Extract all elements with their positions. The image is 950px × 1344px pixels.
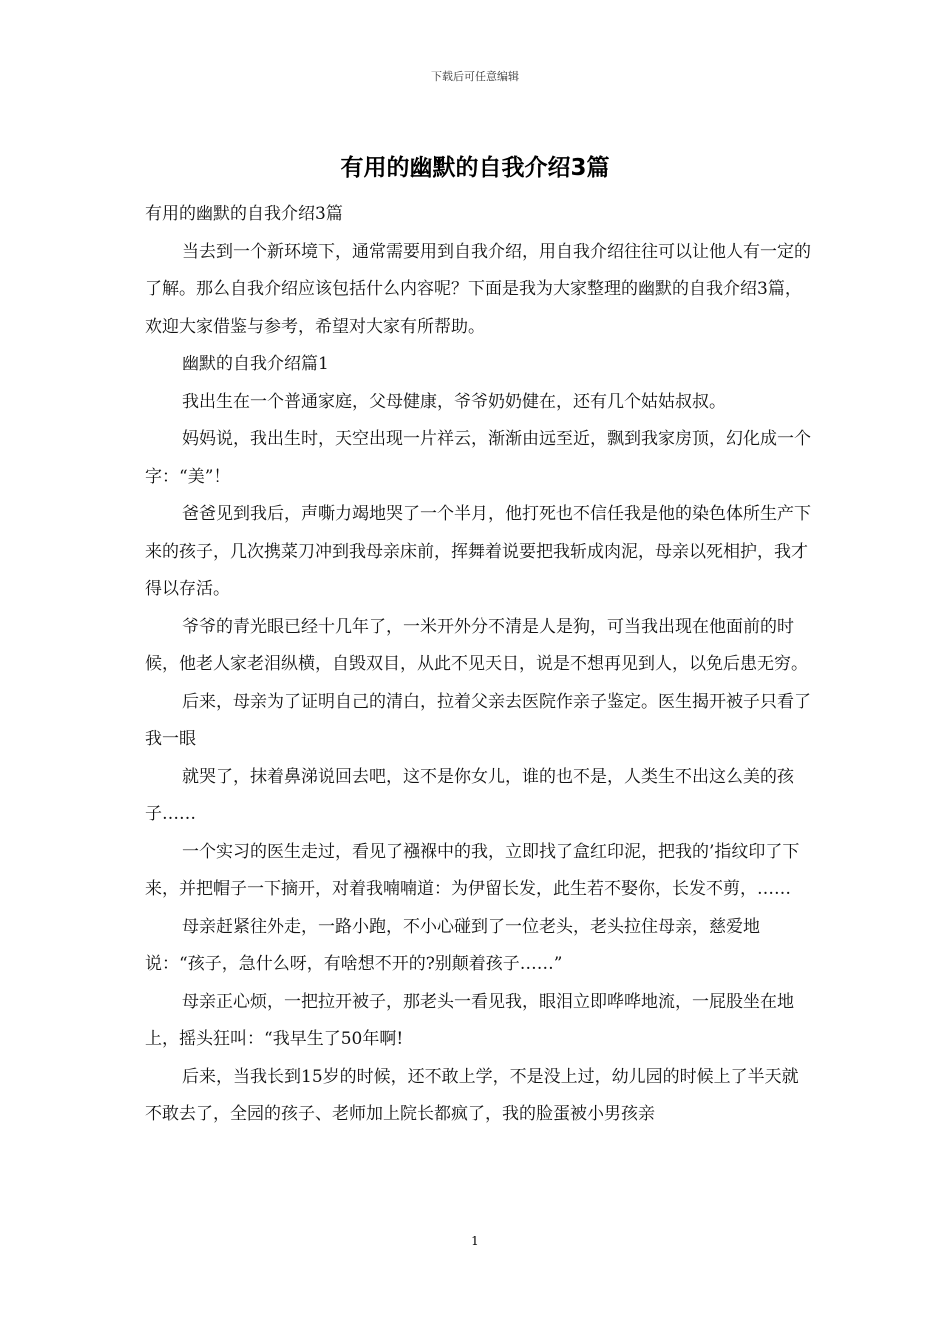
document-title: 有用的幽默的自我介绍3篇	[340, 155, 610, 181]
paragraph: 后来，母亲为了证明自己的清白，拉着父亲去医院作亲子鉴定。医生揭开被子只看了我一眼	[145, 691, 811, 749]
paragraph: 幽默的自我介绍篇1	[182, 354, 329, 374]
paragraph: 爷爷的青光眼已经十几年了，一米开外分不清是人是狗，可当我出现在他面前的时候，他老人家老泪纵横，自毁双目，从此不见天日，说是不想再见到人，以免后患无穷。	[145, 616, 808, 674]
paragraph: 有用的幽默的自我介绍3篇	[145, 204, 343, 224]
paragraph: 妈妈说，我出生时，天空出现一片祥云，渐渐由远至近，飘到我家房顶，幻化成一个字：“美”！	[145, 429, 811, 487]
document-body	[145, 196, 815, 1134]
page-number: 1	[471, 1234, 479, 1248]
paragraph: 当去到一个新环境下，通常需要用到自我介绍，用自我介绍往往可以让他人有一定的了解。那么自我介绍应该包括什么内容呢？下面是我为大家整理的幽默的自我介绍3篇，欢迎大家借鉴与参考，希望对大家有所帮助。	[145, 241, 811, 337]
paragraph: 后来，当我长到15岁的时候，还不敢上学，不是没上过，幼儿园的时候上了半天就不敢去了，全园的孩子、老师加上院长都疯了，我的脸蛋被小男孩亲	[145, 1066, 799, 1124]
paragraph: 母亲正心烦，一把拉开被子，那老头一看见我，眼泪立即哗哗地流，一屁股坐在地上，摇头狂叫：“我早生了50年啊!	[145, 991, 794, 1049]
paragraph: 爸爸见到我后，声嘶力竭地哭了一个半月，他打死也不信任我是他的染色体所生产下来的孩子，几次携菜刀冲到我母亲床前，挥舞着说要把我斩成肉泥，母亲以死相护，我才得以存活。	[145, 504, 811, 599]
paragraph: 一个实习的医生走过，看见了襁褓中的我，立即找了盒红印泥，把我的’指纹印了下来，并把帽子一下摘开，对着我喃喃道：为伊留长发，此生若不娶你，长发不剪，……	[145, 841, 800, 899]
header-note: 下载后可任意编辑	[431, 70, 519, 83]
paragraph: 母亲赶紧往外走，一路小跑，不小心碰到了一位老头，老头拉住母亲，慈爱地说：“孩子，急什么呀，有啥想不开的?别颠着孩子……”	[145, 916, 760, 974]
paragraph: 我出生在一个普通家庭，父母健康，爷爷奶奶健在，还有几个姑姑叔叔。	[182, 391, 726, 412]
paragraph: 就哭了，抹着鼻涕说回去吧，这不是你女儿，谁的也不是，人类生不出这么美的孩子……	[145, 766, 794, 824]
